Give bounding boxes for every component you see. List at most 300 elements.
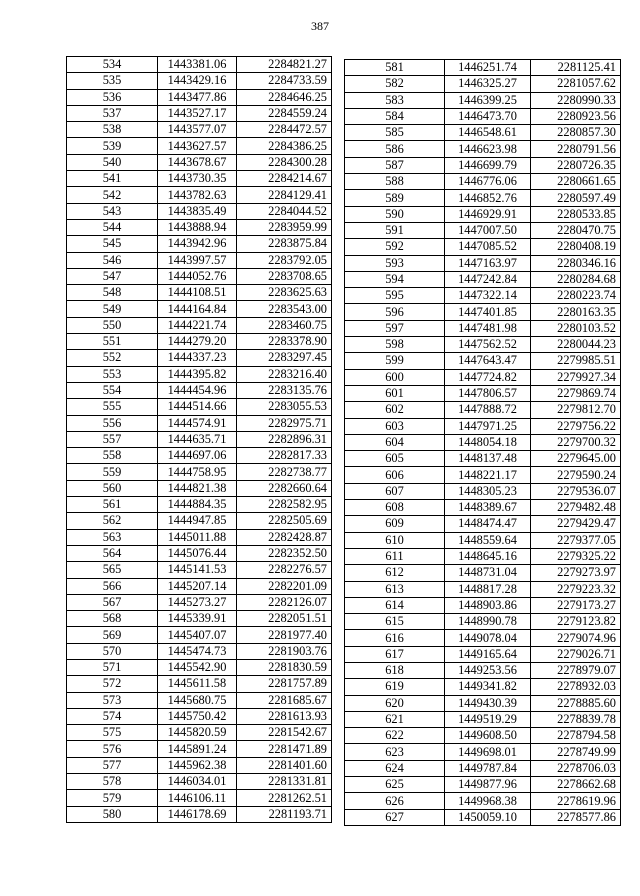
x-coordinate-cell: 1445962.38 <box>158 757 237 773</box>
x-coordinate-cell: 1446106.11 <box>158 790 237 806</box>
table-row <box>345 174 621 190</box>
point-number-cell: 570 <box>67 643 158 659</box>
table-row <box>345 500 621 516</box>
table-row <box>345 711 621 727</box>
y-coordinate-cell: 2283460.75 <box>237 317 332 333</box>
y-coordinate-cell: 2279927.34 <box>531 369 621 385</box>
y-coordinate-cell: 2282352.50 <box>237 545 332 561</box>
y-coordinate-cell: 2283875.84 <box>237 236 332 252</box>
x-coordinate-cell: 1446251.74 <box>445 60 531 76</box>
point-number-cell: 540 <box>67 154 158 170</box>
x-coordinate-cell: 1448559.64 <box>445 532 531 548</box>
table-row <box>345 793 621 809</box>
point-number-cell: 615 <box>345 614 445 630</box>
table-row <box>345 222 621 238</box>
y-coordinate-cell: 2280044.23 <box>531 337 621 353</box>
x-coordinate-cell: 1446399.25 <box>445 92 531 108</box>
table-row <box>345 451 621 467</box>
x-coordinate-cell: 1446776.06 <box>445 174 531 190</box>
y-coordinate-cell: 2280726.35 <box>531 157 621 173</box>
y-coordinate-cell: 2284044.52 <box>237 203 332 219</box>
y-coordinate-cell: 2279756.22 <box>531 418 621 434</box>
table-row <box>67 692 332 708</box>
x-coordinate-cell: 1448645.16 <box>445 548 531 564</box>
table-row <box>345 60 621 76</box>
point-number-cell: 616 <box>345 630 445 646</box>
y-coordinate-cell: 2281977.40 <box>237 627 332 643</box>
table-row <box>67 562 332 578</box>
y-coordinate-cell: 2278662.68 <box>531 777 621 793</box>
x-coordinate-cell: 1444108.51 <box>158 285 237 301</box>
point-number-cell: 568 <box>67 611 158 627</box>
x-coordinate-cell: 1449078.04 <box>445 630 531 646</box>
point-number-cell: 590 <box>345 206 445 222</box>
point-number-cell: 536 <box>67 89 158 105</box>
table-row <box>345 108 621 124</box>
point-number-cell: 582 <box>345 76 445 92</box>
table-row <box>345 206 621 222</box>
y-coordinate-cell: 2280661.65 <box>531 174 621 190</box>
point-number-cell: 603 <box>345 418 445 434</box>
table-row <box>345 141 621 157</box>
y-coordinate-cell: 2284214.67 <box>237 171 332 187</box>
point-number-cell: 618 <box>345 662 445 678</box>
table-row <box>67 611 332 627</box>
table-row <box>345 483 621 499</box>
y-coordinate-cell: 2282051.51 <box>237 611 332 627</box>
point-number-cell: 552 <box>67 350 158 366</box>
y-coordinate-cell: 2284559.24 <box>237 105 332 121</box>
point-number-cell: 586 <box>345 141 445 157</box>
x-coordinate-cell: 1443942.96 <box>158 236 237 252</box>
coordinate-table-left-body <box>67 57 332 823</box>
y-coordinate-cell: 2280408.19 <box>531 239 621 255</box>
point-number-cell: 578 <box>67 774 158 790</box>
y-coordinate-cell: 2280103.52 <box>531 320 621 336</box>
table-row <box>345 239 621 255</box>
point-number-cell: 594 <box>345 271 445 287</box>
x-coordinate-cell: 1447242.84 <box>445 271 531 287</box>
y-coordinate-cell: 2280223.74 <box>531 288 621 304</box>
y-coordinate-cell: 2280857.30 <box>531 125 621 141</box>
table-row <box>345 695 621 711</box>
y-coordinate-cell: 2278932.03 <box>531 679 621 695</box>
x-coordinate-cell: 1446178.69 <box>158 806 237 822</box>
x-coordinate-cell: 1445339.91 <box>158 611 237 627</box>
x-coordinate-cell: 1448903.86 <box>445 597 531 613</box>
x-coordinate-cell: 1444884.35 <box>158 497 237 513</box>
x-coordinate-cell: 1443381.06 <box>158 57 237 73</box>
y-coordinate-cell: 2279273.97 <box>531 565 621 581</box>
point-number-cell: 619 <box>345 679 445 695</box>
x-coordinate-cell: 1449341.82 <box>445 679 531 695</box>
y-coordinate-cell: 2279700.32 <box>531 434 621 450</box>
table-row <box>67 382 332 398</box>
point-number-cell: 589 <box>345 190 445 206</box>
table-row <box>345 320 621 336</box>
table-row <box>345 157 621 173</box>
x-coordinate-cell: 1447806.57 <box>445 385 531 401</box>
x-coordinate-cell: 1443730.35 <box>158 171 237 187</box>
x-coordinate-cell: 1449877.96 <box>445 777 531 793</box>
y-coordinate-cell: 2280923.56 <box>531 108 621 124</box>
y-coordinate-cell: 2281262.51 <box>237 790 332 806</box>
y-coordinate-cell: 2278794.58 <box>531 728 621 744</box>
point-number-cell: 612 <box>345 565 445 581</box>
x-coordinate-cell: 1445207.14 <box>158 578 237 594</box>
y-coordinate-cell: 2279325.22 <box>531 548 621 564</box>
point-number-cell: 551 <box>67 334 158 350</box>
table-row <box>67 203 332 219</box>
y-coordinate-cell: 2280791.56 <box>531 141 621 157</box>
y-coordinate-cell: 2279173.27 <box>531 597 621 613</box>
table-row <box>345 679 621 695</box>
x-coordinate-cell: 1446548.61 <box>445 125 531 141</box>
point-number-cell: 542 <box>67 187 158 203</box>
table-row <box>345 304 621 320</box>
y-coordinate-cell: 2278839.78 <box>531 711 621 727</box>
point-number-cell: 598 <box>345 337 445 353</box>
y-coordinate-cell: 2281331.81 <box>237 774 332 790</box>
y-coordinate-cell: 2284129.41 <box>237 187 332 203</box>
table-row <box>345 467 621 483</box>
y-coordinate-cell: 2284386.25 <box>237 138 332 154</box>
table-row <box>345 402 621 418</box>
table-row <box>67 643 332 659</box>
point-number-cell: 625 <box>345 777 445 793</box>
x-coordinate-cell: 1445611.58 <box>158 676 237 692</box>
y-coordinate-cell: 2283625.63 <box>237 285 332 301</box>
y-coordinate-cell: 2281471.89 <box>237 741 332 757</box>
x-coordinate-cell: 1443627.57 <box>158 138 237 154</box>
table-row <box>345 337 621 353</box>
point-number-cell: 621 <box>345 711 445 727</box>
table-row <box>67 105 332 121</box>
table-row <box>67 545 332 561</box>
y-coordinate-cell: 2278885.60 <box>531 695 621 711</box>
table-row <box>67 708 332 724</box>
x-coordinate-cell: 1445750.42 <box>158 708 237 724</box>
point-number-cell: 609 <box>345 516 445 532</box>
point-number-cell: 549 <box>67 301 158 317</box>
table-row <box>67 268 332 284</box>
table-row <box>345 76 621 92</box>
point-number-cell: 566 <box>67 578 158 594</box>
x-coordinate-cell: 1445891.24 <box>158 741 237 757</box>
y-coordinate-cell: 2283135.76 <box>237 382 332 398</box>
y-coordinate-cell: 2280284.68 <box>531 271 621 287</box>
table-row <box>67 627 332 643</box>
point-number-cell: 553 <box>67 366 158 382</box>
point-number-cell: 591 <box>345 222 445 238</box>
table-row <box>345 728 621 744</box>
x-coordinate-cell: 1448474.47 <box>445 516 531 532</box>
y-coordinate-cell: 2279074.96 <box>531 630 621 646</box>
point-number-cell: 572 <box>67 676 158 692</box>
point-number-cell: 564 <box>67 545 158 561</box>
table-row <box>345 516 621 532</box>
table-row <box>345 744 621 760</box>
x-coordinate-cell: 1445273.27 <box>158 594 237 610</box>
x-coordinate-cell: 1446473.70 <box>445 108 531 124</box>
y-coordinate-cell: 2282660.64 <box>237 480 332 496</box>
x-coordinate-cell: 1444337.23 <box>158 350 237 366</box>
point-number-cell: 574 <box>67 708 158 724</box>
point-number-cell: 614 <box>345 597 445 613</box>
x-coordinate-cell: 1443678.67 <box>158 154 237 170</box>
x-coordinate-cell: 1447971.25 <box>445 418 531 434</box>
point-number-cell: 624 <box>345 760 445 776</box>
y-coordinate-cell: 2283792.05 <box>237 252 332 268</box>
table-row <box>67 301 332 317</box>
x-coordinate-cell: 1446699.79 <box>445 157 531 173</box>
x-coordinate-cell: 1448054.18 <box>445 434 531 450</box>
x-coordinate-cell: 1444574.91 <box>158 415 237 431</box>
x-coordinate-cell: 1444758.95 <box>158 464 237 480</box>
table-row <box>345 353 621 369</box>
x-coordinate-cell: 1448305.23 <box>445 483 531 499</box>
y-coordinate-cell: 2284733.59 <box>237 73 332 89</box>
x-coordinate-cell: 1443782.63 <box>158 187 237 203</box>
y-coordinate-cell: 2282505.69 <box>237 513 332 529</box>
point-number-cell: 585 <box>345 125 445 141</box>
y-coordinate-cell: 2281685.67 <box>237 692 332 708</box>
x-coordinate-cell: 1444221.74 <box>158 317 237 333</box>
table-row <box>345 646 621 662</box>
table-row <box>345 662 621 678</box>
point-number-cell: 573 <box>67 692 158 708</box>
table-row <box>67 350 332 366</box>
point-number-cell: 546 <box>67 252 158 268</box>
x-coordinate-cell: 1444697.06 <box>158 448 237 464</box>
table-row <box>345 565 621 581</box>
point-number-cell: 581 <box>345 60 445 76</box>
x-coordinate-cell: 1444635.71 <box>158 431 237 447</box>
y-coordinate-cell: 2278749.99 <box>531 744 621 760</box>
x-coordinate-cell: 1447085.52 <box>445 239 531 255</box>
x-coordinate-cell: 1446325.27 <box>445 76 531 92</box>
table-row <box>67 513 332 529</box>
x-coordinate-cell: 1444454.96 <box>158 382 237 398</box>
x-coordinate-cell: 1445680.75 <box>158 692 237 708</box>
y-coordinate-cell: 2278706.03 <box>531 760 621 776</box>
y-coordinate-cell: 2281757.89 <box>237 676 332 692</box>
y-coordinate-cell: 2280163.35 <box>531 304 621 320</box>
x-coordinate-cell: 1449253.56 <box>445 662 531 678</box>
table-row <box>67 236 332 252</box>
x-coordinate-cell: 1445820.59 <box>158 725 237 741</box>
table-row <box>67 138 332 154</box>
y-coordinate-cell: 2279536.07 <box>531 483 621 499</box>
y-coordinate-cell: 2279812.70 <box>531 402 621 418</box>
table-row <box>67 334 332 350</box>
x-coordinate-cell: 1448389.67 <box>445 500 531 516</box>
point-number-cell: 539 <box>67 138 158 154</box>
table-row <box>67 57 332 73</box>
point-number-cell: 602 <box>345 402 445 418</box>
x-coordinate-cell: 1444164.84 <box>158 301 237 317</box>
table-row <box>67 252 332 268</box>
point-number-cell: 560 <box>67 480 158 496</box>
y-coordinate-cell: 2279223.32 <box>531 581 621 597</box>
x-coordinate-cell: 1447401.85 <box>445 304 531 320</box>
x-coordinate-cell: 1445141.53 <box>158 562 237 578</box>
x-coordinate-cell: 1447007.50 <box>445 222 531 238</box>
point-number-cell: 604 <box>345 434 445 450</box>
y-coordinate-cell: 2281903.76 <box>237 643 332 659</box>
x-coordinate-cell: 1445076.44 <box>158 545 237 561</box>
point-number-cell: 556 <box>67 415 158 431</box>
table-row <box>345 597 621 613</box>
point-number-cell: 541 <box>67 171 158 187</box>
point-number-cell: 565 <box>67 562 158 578</box>
x-coordinate-cell: 1445407.07 <box>158 627 237 643</box>
point-number-cell: 561 <box>67 497 158 513</box>
y-coordinate-cell: 2282738.77 <box>237 464 332 480</box>
point-number-cell: 548 <box>67 285 158 301</box>
y-coordinate-cell: 2279590.24 <box>531 467 621 483</box>
point-number-cell: 558 <box>67 448 158 464</box>
point-number-cell: 562 <box>67 513 158 529</box>
x-coordinate-cell: 1445542.90 <box>158 659 237 675</box>
y-coordinate-cell: 2283378.90 <box>237 334 332 350</box>
table-row <box>345 777 621 793</box>
point-number-cell: 545 <box>67 236 158 252</box>
y-coordinate-cell: 2280990.33 <box>531 92 621 108</box>
point-number-cell: 579 <box>67 790 158 806</box>
x-coordinate-cell: 1448990.78 <box>445 614 531 630</box>
y-coordinate-cell: 2281613.93 <box>237 708 332 724</box>
point-number-cell: 587 <box>345 157 445 173</box>
y-coordinate-cell: 2281125.41 <box>531 60 621 76</box>
y-coordinate-cell: 2279645.00 <box>531 451 621 467</box>
table-row <box>67 806 332 822</box>
y-coordinate-cell: 2279869.74 <box>531 385 621 401</box>
y-coordinate-cell: 2283055.53 <box>237 399 332 415</box>
x-coordinate-cell: 1443835.49 <box>158 203 237 219</box>
x-coordinate-cell: 1446623.98 <box>445 141 531 157</box>
y-coordinate-cell: 2280597.49 <box>531 190 621 206</box>
x-coordinate-cell: 1449519.29 <box>445 711 531 727</box>
x-coordinate-cell: 1448731.04 <box>445 565 531 581</box>
y-coordinate-cell: 2279123.82 <box>531 614 621 630</box>
point-number-cell: 550 <box>67 317 158 333</box>
table-row <box>67 431 332 447</box>
point-number-cell: 559 <box>67 464 158 480</box>
point-number-cell: 600 <box>345 369 445 385</box>
y-coordinate-cell: 2279026.71 <box>531 646 621 662</box>
table-row <box>67 73 332 89</box>
point-number-cell: 544 <box>67 219 158 235</box>
x-coordinate-cell: 1449608.50 <box>445 728 531 744</box>
x-coordinate-cell: 1449430.39 <box>445 695 531 711</box>
point-number-cell: 617 <box>345 646 445 662</box>
x-coordinate-cell: 1448817.28 <box>445 581 531 597</box>
x-coordinate-cell: 1443527.17 <box>158 105 237 121</box>
table-row <box>345 614 621 630</box>
table-row <box>67 725 332 741</box>
table-row <box>67 317 332 333</box>
x-coordinate-cell: 1445011.88 <box>158 529 237 545</box>
point-number-cell: 596 <box>345 304 445 320</box>
x-coordinate-cell: 1444052.76 <box>158 268 237 284</box>
table-row <box>345 532 621 548</box>
point-number-cell: 605 <box>345 451 445 467</box>
table-row <box>67 741 332 757</box>
table-row <box>345 271 621 287</box>
point-number-cell: 569 <box>67 627 158 643</box>
point-number-cell: 593 <box>345 255 445 271</box>
y-coordinate-cell: 2281830.59 <box>237 659 332 675</box>
point-number-cell: 576 <box>67 741 158 757</box>
point-number-cell: 592 <box>345 239 445 255</box>
x-coordinate-cell: 1444395.82 <box>158 366 237 382</box>
point-number-cell: 601 <box>345 385 445 401</box>
x-coordinate-cell: 1443997.57 <box>158 252 237 268</box>
y-coordinate-cell: 2281542.67 <box>237 725 332 741</box>
table-row <box>345 581 621 597</box>
y-coordinate-cell: 2284821.27 <box>237 57 332 73</box>
x-coordinate-cell: 1447724.82 <box>445 369 531 385</box>
point-number-cell: 588 <box>345 174 445 190</box>
y-coordinate-cell: 2284472.57 <box>237 122 332 138</box>
table-row <box>67 480 332 496</box>
x-coordinate-cell: 1450059.10 <box>445 809 531 825</box>
y-coordinate-cell: 2278577.86 <box>531 809 621 825</box>
point-number-cell: 554 <box>67 382 158 398</box>
y-coordinate-cell: 2283216.40 <box>237 366 332 382</box>
table-row <box>345 760 621 776</box>
point-number-cell: 623 <box>345 744 445 760</box>
x-coordinate-cell: 1444947.85 <box>158 513 237 529</box>
y-coordinate-cell: 2280470.75 <box>531 222 621 238</box>
point-number-cell: 567 <box>67 594 158 610</box>
table-row <box>67 578 332 594</box>
table-row <box>67 790 332 806</box>
x-coordinate-cell: 1447888.72 <box>445 402 531 418</box>
table-row <box>67 497 332 513</box>
point-number-cell: 535 <box>67 73 158 89</box>
point-number-cell: 610 <box>345 532 445 548</box>
point-number-cell: 613 <box>345 581 445 597</box>
point-number-cell: 622 <box>345 728 445 744</box>
point-number-cell: 627 <box>345 809 445 825</box>
x-coordinate-cell: 1449698.01 <box>445 744 531 760</box>
y-coordinate-cell: 2279985.51 <box>531 353 621 369</box>
x-coordinate-cell: 1449968.38 <box>445 793 531 809</box>
coordinate-table-right <box>344 59 621 826</box>
table-row <box>345 418 621 434</box>
y-coordinate-cell: 2282201.09 <box>237 578 332 594</box>
point-number-cell: 607 <box>345 483 445 499</box>
table-row <box>67 757 332 773</box>
y-coordinate-cell: 2283708.65 <box>237 268 332 284</box>
y-coordinate-cell: 2282276.57 <box>237 562 332 578</box>
point-number-cell: 580 <box>67 806 158 822</box>
table-row <box>67 219 332 235</box>
x-coordinate-cell: 1448137.48 <box>445 451 531 467</box>
table-row <box>67 415 332 431</box>
point-number-cell: 534 <box>67 57 158 73</box>
x-coordinate-cell: 1449165.64 <box>445 646 531 662</box>
table-row <box>345 630 621 646</box>
point-number-cell: 608 <box>345 500 445 516</box>
table-row <box>67 774 332 790</box>
x-coordinate-cell: 1448221.17 <box>445 467 531 483</box>
x-coordinate-cell: 1447163.97 <box>445 255 531 271</box>
y-coordinate-cell: 2282975.71 <box>237 415 332 431</box>
table-row <box>67 171 332 187</box>
